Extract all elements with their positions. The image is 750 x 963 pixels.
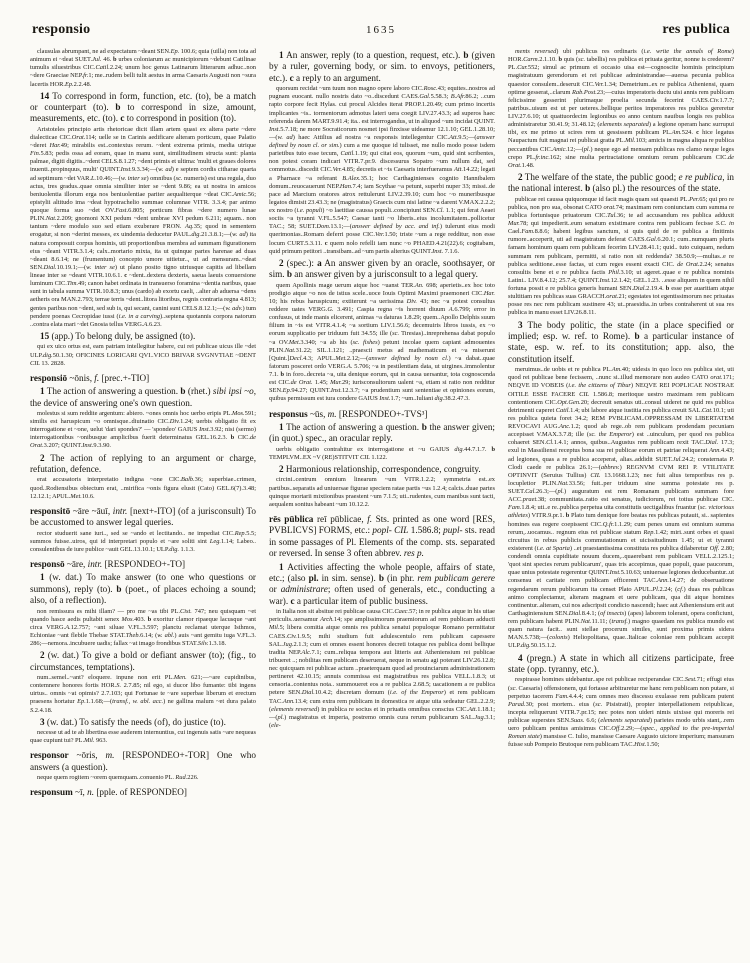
citation-block: erat accusatoris interpretatio indigna ~one CIC.Balb.36; superbiae..crimen, quod..Rodiensibus obiectum erat, ..mirifica ~onis figura elusit (Cato) GEL.6(7).3.48; 12.12.1; APUL.Met.10.6. (30, 476, 256, 500)
citation-block: necesse ut ad te ab libertina esse auderem internuntius, cui ingenuis satis ~are nequeas quae cupiunt tui? PL.Mil. 963. (30, 729, 256, 745)
sense-definition: 3 The body politic, the state (in a place specified or implied; esp. w. ref. to Rome). b a particular instance of state, esp. w. ref. to its constitution; app. also, the constitution itself. (508, 319, 734, 364)
sense-definition: 3 (w. dat.) To satisfy the needs (of), do justice (to). (40, 716, 226, 727)
sense-definition: 1 The action of answering a question. b (rhet.) sibi ipsi ~o, the device of answering one's own question. (30, 386, 256, 408)
sense-definition: 2 (w. dat.) To give a bold or defiant answer (to); (fig., to circumstances, temptations). (30, 650, 256, 672)
sense-definition: 2 The action of replying to an argument or charge, refutation, defence. (30, 452, 256, 474)
citation-block: molestus si sum reddite argentum: abiero. ~ones omnis hoc uerbo eripis PL.Mos.591; similis est haruspicum ~o omnisque..diuinatio CIC.Div.1.24; uerbis obligatio fit ex interrogatione et ~one, uelut 'dari spondes?' — 'spondeo' GAIUS Inst.3.92; nisi (sermo) interrogationibus ~onibusque amplicibus fuerit determinatus GEL.16.2.3. b CIC.de Orat.3.207; QUINT.Inst.9.3.90. (30, 409, 256, 450)
citation-block: uerbis obligatio contrahitur ex interrogatione et ~u GAIUS dig.44.7.1.7. b TEMPLVM..EX ~V (RE)STITVIT CIL 1.122. (269, 445, 495, 461)
sense-definition: 4 (pregn.) A state in which all citizens participate, free state (opp. tyranny, etc.). (508, 652, 734, 674)
headword-entry: responsus ~ūs, m. [RESPONDEO+-TVS³] (269, 408, 428, 419)
text-columns (30, 48, 734, 950)
citation-block: circini..centrum omnium linearum ~um VITR.1.2.2; symmetria est..ex partibus..separatis ad uniuersae figurae speciem ratae partis ~us 1.2.4; calcis..duae partes quinque mortarii mixtionibus praestent ~um 7.1.5; uti..rudentes, cum manibus sunt tacti, aequalem sonitus habeant ~um 10.12.2. (269, 476, 495, 508)
sense-definition: 15 (app.) To belong duly, be assigned (to). (40, 330, 196, 341)
headword-entry: rēs pūblica reī pūblicae, f. Sts. printed as one word [RES, PVBLICVS] FORMS, etc.: popl- CIL 1.586.8; pupl- sts. read in some passages of Pl. Elements of the comp. sts. separated or reversed. In sense 3 often abbrev. res p. (269, 513, 495, 559)
column-1 (30, 48, 256, 950)
citation-block: quorsum recidat ~um tuum non magno opere laboro CIC.Rosc.43; equites..nostros ad pugnam euocant. nullo nostris dato ~o..discedunt CAES.Gal.5.58.3; B.Afr.86.2; ..cum rapto corpore fecit Hylas. cui procul Alcides iterat PROP.1.20.49; cum primo incertis implicantes ~is.. tormentorum admotus lateri uera coegit LIV.27.43.3; ad superos haec referenda darem MART.9.91.4; ita.. est interrogandus, ut in aliquod ~um incidat QUINT. Inst.5.7.18; ne more Socraticorum nosmet ipsi finxisse uideamur 12.1.10; GEL.1.28.10;—(w. ad) haec Attilius ad nostra ~a responsis intellegentur CIC.Att.9.5;—(answer defined by noun cl. or sim.) cum a me quoque id tulisset, me nullo modo posse isdem parietibus tuto esse tecum, Catil.1.19; qui citat eos, quorum ~um, quid sint scribentes, non potest coram indicari VITR.7.pr.9. discessurus Sopatro ~um nullum dat, sed commotus..discedit CIC.Ver.4.85; decretis et ~is Caesaris interfueramus Att.14.22; legati a Pharnace ~a referant B.Alex.35.1; hoc Carthaginienses cognito Hannibalem domum..reuocauerunt NEP.Han.7.4; iam Scythae ~a petunt, superbi nuper 33; missi..de pace ad Marcium oratores atrox rettulerunt LIV.2.39.10; cum hoc ~o muneribusque legatos dimisit 23.43.3; ne (magistratus) Graecis cum nisi latine ~a darent V.MAX.2.2.2; ex nostro (i.e. populi) ~o laetitiae caussa populi..concipiunt SEN.Cl. 1.1; qui ferat Aeaei sociis ~a tyranni V.FL.5.547; Caesar tanti ~o liberis..eius incolumitatem..pollicetur TAC.; 58; SUET.Dom.13.1;—(answer defined by acc. and inf.) tulerunt eius modi querimonias..Romam deferri posse CIC.Ver.1.50; triste ~um a rege redditur, non esse locum CURT.5.3.11. c quem nolo refelli iam nunc ~o PHAED.4.21(22).6; cogitabam, quid primum petitori ..transibam..ad ~um partis alterius QUINT.Inst. 7.1.6. (269, 85, 495, 255)
running-header (32, 22, 730, 38)
headword-entry: responsiō ~ōnis, f. [prec.+-TIO] (30, 372, 150, 383)
sense-definition: 1 An answer, reply (to a question, request, etc.). b (given by a ruler, governing body, or sim. to envoys, petitioners, etc.). c a reply to an argument. (269, 50, 495, 83)
citation-block: neque quem rogitem ~orem quemquam..conuenio PL. Rud.226. (37, 774, 199, 782)
sense-definition: 1 (w. dat.) To make answer (to one who questions or summons), reply (to). b (poet., of places echoing a sound; also, of a reflection). (30, 572, 256, 606)
sense-definition: 1 The action of answering a question. b the answer given; (in quot.) spec., an oracular reply. (269, 421, 495, 444)
column-3 (508, 48, 734, 950)
column-2 (269, 48, 495, 950)
citation-block: qui ex uico ortus est, eam patriam intellegitur habere, cui rei publicae uicus ille ~det ULP.dig.50.1.30; OFICINES LORICARI QVI..VICO BRIVAR SVGNVTIAE ~DENT CIL 13. 2828. (30, 343, 256, 367)
citation-block: rector studuerit sane iuri.., sed se ~ando et lectitando.. ne impediat CIC.Rep.5.5; summos fuisse..uiros, qui id interpretari populo et ~are soliti sint Leg.1.14; Labeo.. consulentibus de iure publice ~auit GEL.13.10.1; ULP.dig. 1.1.3. (30, 529, 256, 553)
citation-block: meruimus..de uobis et re publica PL.Am.40; uidesis in quo loco res publica siet, uti quod rei publicae bene fecissem, ..nunc si..illud memorare non audeo CATO orat.171; NEQVE ID VOBEIS (i.e. the citizens of Tibur) NEQVE REI POPLICAE NOSTRAE OITILE ESSE FACERE CIL 1.586.8; meritoque uestro maximam rem publicam contentionem CIC.Opt.Gen.20; decreuit senatus uti..consul uideret ne quid res publica detrimenti caperet Catil.1.4; ubi labore atque iustitia res publica creuit SAL.Cat.10.1; uti res publica quieta foret 34.2; REM PVBLICAM..OPPRESSAM IN LIBERTATEM REVOCAVI AUG.Anc.1.2; quod ab rege..ob rem publicam prodendam pecuniam accepisset V.MAX.3.7.8; ille (sc. the Emperor) est ..uinculum, per quod res publica cohaeret SEN.Cl.1.4.1; annos, quibus..Augustus rem publicam rexit TAC.Dial. 17.3; exul in Massiliensi receptus bona sua rei publicae eorum et patriae reliquerat Ann.4.43; ad legiones, quas a re publica acceperat, alias..addidit SUET.Jul.24.2; consternata P. Clodi caede re publica 26.1;—(abbrev.) REGNVM CVM REI P. VTILITATE OPTINVIT (Seruius Tullius) CIL 13.1668.1.23; nec fuit alius temporibus res p. locupletior PLIN.Nat.33.56; fuit..per triduum sine summa potestate res p. SUET.Cal.26.3;—(pl.) auguratum est rem Romanam publicam summam fore ACC.praet.38; communitata..ratio est senatus, iudiciorum, rei totius publicae CIC. Fam.1.8.4; uti..e re..publica perpetua uita constitutis uectigalibus fruantur (sc. victorious athletes) VITR.9.pr.1. b Plato tum denique fore beatas res publicas putauit, si.. sapientes homines eas regere coepissent CIC.Q.fr.1.1.29; cum penes unum est omnium summa rerum,..uocamus.. regnum eius rei publicae statum Rep.1.42; miri..sunt orbes et quasi circuitus in rebus publicis commutationum et uicissitudinum 1.45; ut et tyranni existerent (i.e. at Sparta) ..et praestantissima constituta res publica dilaberetur Off. 2.80; condendi omnia cupiditate nouum ducem,..quaerebant rem publicam VELL.2.125.1; 'quot sint species rerum publicarum', quas tris accepimus, quae populi, quae paucorum, quae unius potestate regerentur QUINT.Inst.5.10.63; uniuersae legiones deducebantur..ut consensu et caritate rem publicam efficerent TAC.Ann.14.27; de obseruatione regendarum rerum publicarum ita censet Plato APUL.Pl.2.24; (cf.) duas res publicas animo complectamur, alteram magnam et uere publicam, qua dii atque homines continentur..alteram, cui nos adscripsit condicio nascendi; haec aut Atheniensium erit aut Carthaginiensium SEN.Dial.8.4.1; (of insects) (apes) laborem tolerant, opera conficiunt, rem publicam habent PLIN.Nat.11.11; (transf.) magno quaedam res publica mundo est quam natura facit.. sunt stellae procerum similes, sunt proxima primis sidera MAN.5.738;—(colonis) Heliopolitana, quae..Italicae coloniae rem publicam accepit ULP.dig.50.15.1.2. (508, 366, 734, 650)
citation-block: ments reversed) ubi publicus res ordinaris (i.e. write the annals of Rome) HOR.Carm.2.1.10. b quis (sc. tabellis) res publica et priuata geritur, nonne is crederem? PL.Cur.552; simul ac primum ei occasio uisa est—cognoscite hominis principium magistratuum gerendorum et rei publicae administrandae—auersa pecunia publica quaestor consulem..deseruit CIC.Ver.1.34; Demetrium..ex re publica Atheniensi, quam optime gesserat,..clarum Rab.Post.23;—cuius imperatoris ductu uisi annis rem publicam felicissime gesserint plurimaque proelia secunda fecerint CAES.Civ.1.7.7; patribus..uisum est ut per ueteres..bellique peritos imperatores res publica gereretur LIV.27.6.10; ut quattuordecim legionibus eo anno centum nauibus longis res publica administraretur 30.41.9; 31.48.12; (elements separated) a legione operam hanc surrupui tibi, ex me primo ut scires rem ut gessissem publicam PL.Am.524. c hice legatus Naupactum fuit magnai rei publicai gratia PL.Mil.103; amicis in magna aliqua re publica peccantibus CIC.Amic.12;—(pl.) neque ego ad mensam publicas res clamo neque leges crepo PL.fr.inc.162; sine multa pertractatione omnium rerum publicarum CIC.de Orat.1.48. (508, 48, 734, 169)
sense-definition: 2 The welfare of the state, the public good; e re publica, in the national interest. b (also pl.) the resources of the state. (508, 171, 734, 194)
citation-block: publicae rei caussa quiquomque id facit magis quam sui quaesti PL.Per.65; qui pro re publica, non pro sua, obsonat CATO orat.74; maximam rem coniunctam cum summa re publica fortunisque priuatorum CIC.Tul.36; te ad accusandum res publica adduxit Mur.78; qui impedierit..eum senatum existimare contra rem publicam fecisse S.C. in Cael.Fam.8.8.6; habent legibus sanctum, si quis quid de re publica a finitimis rumore..acceperit, uti ad magistratum deferat CAES.Gal.6.20.1; cum..numquam pluris famam hominum quam rem publicam fecerim LIV.28.41.1; quid.. tuto cuiquam, nedum summam rem publicam, permitti, si ratio non sit reddenda? 38.50.9;—multas..e re publica seditione..esse factas, ut cum reges essent exacti CIC. de Orat.2.24; senatus consultis bene et e re publica factis Phil.3.10; ut ageret..quae e re publica nominis Latini.. LIV.8.4.12; 25.7.4; QUINT.Inst.12.1.42; GEL.1.23. ..esse aliquem in quem nihil fortuna possit e re publica generis humani SEN.Dial.2.19.4. b esse per auaritiam atque stultitiam res publicas suas GRACCH.orat.21; egestates tot egentissimorum nec priuatas posse res nec rem publicam sustinere 43; ut..praesidia..in urbes contraherent ut sua res publica in manu esset LIV.26.8.11. (508, 195, 734, 317)
citation-block: respirasse homines uidebantur..spe rei publicae reciperandae CIC.Sest.71; effugi eius (sc. Caesaris) offensionem, qui fortasse arbitraretur me hanc rem publicam non putare, si perpetuo tacerem Fam.4.4.4; cum omnes meo discessu exulasse rem publicam putent Parad.30; post mortem.. eius (sc. Pisistrati), propter interpellationem reipublicae, incepta reliquerunt VITR.7.pr.15; nec potes non uideri nimis uixisse qui moreris rei publicae superstes SEN.Suas. 6.6; (elements separated) parietes modo urbis stant,..rem uero publicam penitus amisimus CIC.Off.2.29;—(spec., applied to the pre-imperial Roman state) mansisse C. Iulio, mansisse Caesare Augusto uictore imperium; mansuram fuisse sub Pompeio Brutoque rem publicam TAC.Hist.1.50; (508, 676, 734, 749)
headword-entry: responsō ~āre, intr. [RESPONDEO+-TO] (30, 558, 186, 569)
sense-definition: 2 Harmonious relationship, correspondence, congruity. (279, 464, 481, 474)
citation-block: num..semel..~ant? eloquere. inpune non erit PL.Men. 621;—~are cupidinibus, contemnere honores fortis HOR.S. 2.7.85; nil ego, si ducor libo fumante: tibi ingens uirtus.. omnis ~at opimis? 2.7.103; qui Fortunae te ~are superbae liberum et erectum praesens hortatur Ep.1.1.68;—(transf., w. abl. acc.) ne gallina malum ~et dura palato S.2.4.18. (30, 674, 256, 714)
citation-block: quem Apollinis mage uerum atque hoc ~uanst TER.An. 698; aperietis..ex hoc toto prodigio atque ~o nos de istius scele..uoce Iouis Optimi Maximi praemoneri CIC.Har. 10; his rebus haruspicum; extiterunt ~a uerissima Div. 43; nec ~a potest consultus reddere uates VERG.G. 3.491; Caspia regna ~is horrent diuum A.6.799; error in confusus, ut inde manis elicerent, animas ~a daturas 1.8.29; quem..Apollo Delphis suum filium in ~is est VITR.4.1.4; ~a sortium LIV.1.56.6; decemuiris libros iussis, ex ~o eorum supplicatio per triduum fuit 34.55; ille (sc. Tiresias)..inreprehensa dabat populo ~a OV.Met.3.340; ~a ab his (sc. fishes) petunt incolae quem capiant admouentes PLIN.Nat.31.22; SIL.1.121; ..praescii metus ad mathematicum et ~a miserunt [Quint.]Decl.4.3; APUL.Met.2.12;—(answer defined by noun cl.) ~a dabat..quae fatorum posceret ordo VERG.A. 5.706; ~a in pestilentiam data, ut uirgines..immolentur 7.1. b in foro..decreta ~a, uita denique eorum, qui in causa uersantur, tota cognoscenda est CIC.de Orat. 1.45; Mur.29; iurisconsultorum ualent ~a, etiam si ratio non redditur SEN.Ep.94.27; QUINT.Inst.12.3.7; ~a prudentium sunt sententiae et opiniones eorum, quibus permissum est iura condere GAIUS Inst.1.7; ~um..Iuliani dig.38.2.47.3. (269, 281, 495, 403)
citation-block: non remissura es mihi illam? — pro me ~as tibi PL.Cist. 747; neu quisquam ~et quando hasce aedis pultabit senex Mos.403. b exoritur clamor ripaeque lacusque ~ant circa VERG.A.12.757; ~ant siluae V.FL.3.597; planctu reclamat uterque Isthmos, Echioniae ~ant flebile Thebae STAT.Theb.6.14; (w. abl.) auis ~ant gemitu iuga V.FL.3. 286;—nemora..incubuere uadis; fallax ~at imago frondibus STAT.Silv.1.3.18. (30, 607, 256, 648)
citation-block: Aristoteles principio artis rhetoricae dicit illam artem quasi ex altera parte ~dere dialecticae CIC.Orat.114; uelle se in Carinis aedificare alteram porticum, quae Palatio ~deret Har.49; mirabilis est..contextus rerum. ~dent extrema primis, media utrique Fin.5.83; pedis ossa ad eoram, quae in manu sunt, similitudinem structa sunt: planta palmae, digiti digitis..~dent CELS.8.1.27; ~dent primis et ultima: 'multi et graues dolores inuenti..propinquus, multi' QUINT.Inst.9.3.34;—(w. ad) e septem cordis citharae quarta ad septimum ~det VAR.L.10.46;—(w. inter se) omnibus (sc. numeris) est una regula, duo actus, tres gradus..quae omnia similiter inter se ~dent 9.86; ea ut nostra in amicos beniuolentia illorum erga nos beniuolentiae pariter aequaliterque ~deat CIC.Amic.56; epistylii altitudo ima ~deat hypotrachelio summae columnae VITR. 3.3.4; par animo quoque forma suo ~det OV.Fast.6.805; porticum fibras ~dere numero lunae PLIN.Nat.2.209; gnomoni XXI pedum ~dent umbrae XVI pedum 6.211; aquam.. non tantum ~dere modulo suo sed etiam exuberare FRON. Aq.35; quod in sementem erogatur, si non ~derint messes, ex uindemia deducetur PAUL.dig.21.3.8.1;—(w. ad) ita natura composuit corpus hominis, uti proportionibus membra ad summam figurationem eius ~deant VITR.3.1.4; calx..mortario mixta, ita ut quinque partes harenae ad duas ~deant 8.6.14; ne (frumentum) concepto umore uitietur.., ut ad mensuram..~deat SEN.Dial.10.19.1;—(w. inter se) ut plano posito tigno utriusque capitis ad libellam lineae inter se ~deant VITR.10.6.1. c ~dent..dextera dexteris, saeua laeuis conuersione luminum CIC.Tim.49; canon habet ordinata in transuerso foramina ~dentia naribus, quae sunt in tabula summa VITR.10.8.3; unus (cardo) ab exortu caeli, ..alter ab aduersa ~dens aetheris ora MAN.2.793; terrae terris ~dent..litora litoribus, regnis contraria regna 4.813; gentes paribus non ~dent, sed sub is, qui secant, canini sunt CELS.8.12.1;—(w. adv.) tum pendere poenas Cecropidae iussi (i.e. in a carving)..septena quotannis corpora natorum ..contra elata mari ~det Gnosia tellus VERG.A.6.23. (30, 125, 256, 328)
citation-block: clausulas abrumpant, ne ad expectatum ~deant SEN.Ep. 100.6; quia (uilla) non tota ad animum ei ~deat SUET.Jul. 46. b urbes coloniarum ac municipiorum ~debunt Catilinae tumulis siluestribus CIC.Catil.2.24; unum hoc genus Latinarum litterarum adhuc..non ~dere Graeciae NEP.fr.1; me..rudem belli tulit aestus in arma Caesaris Augusti non ~sura lacertis HOR.Ep.2.2.48. (30, 48, 256, 88)
page-number: 1635 (366, 24, 396, 36)
headword-entry: responsitō ~āre ~āuī, intr. [next+-ITO] (of a jurisconsult) To be accustomed to answer legal queries. (30, 505, 256, 528)
headword-entry: responsor ~ōris, m. [RESPONDEO+-TOR] One who answers (a question). (30, 750, 256, 772)
headword-entry: responsum ~ī, n. [pple. of RESPONDEO] (30, 787, 187, 798)
guide-word-left: responsio (32, 22, 91, 37)
citation-block: in Italia non sit absitue rei publicae causa CIC.Caec.57; in re publica atque in his uitae periculis..uersamur Arch.14; spe amplissimorum praemiorum ad rem publicam adducti Mil.5; libera comitia atque omnis res publica senatui populoque Romano permittatur CAES.Civ.1.9.5; mihi studium fuit adulescentulo rem publicam capessere SAL.Jug.2.1.3; cum ei omnes essent honores decreti totaque res publica domi bellique tradita NEP.Alc.7.1; cum..reliqua tempora aut litteris aut Atheniensium rei publicae tribueret ..; nobilitas rem publicam deseruerat, neque in senatu agi poterant LIV.26.12.8; nec quicquam rei publicae actum ..praeterquam quod ad prouinciarum administrationem pertineret 42.10.15; annuis commissa est magistratibus res publica VELL.1.8.3; ut censoria..contentus nota.. summoueret eos a re publica 2.68.5; uacationem a re publica petere SEN.Dial.10.4.2; discretam domum (i.e. of the Emperor) et rem publicam TAC.Ann.13.4; cum extra rem publicam in domestica re atque uita sedeatur GEL.2.2.9; (elements reversed) in publica re socius et in priuatis omnibus conscius CIC.Att.1.18.1;—(pl.) magistratus et imperia, postremo omnis cura rerum publicarum SAL.Jug.3.1; (ele- (269, 608, 495, 729)
sense-definition: 2 (spec.): a An answer given by an oracle, soothsayer, or sim. b an answer given by a jurisconsult to a legal query. (269, 257, 495, 280)
sense-definition: 14 To correspond in form, function, etc. (to), be a match or counterpart (to). b to correspond in size, amount, measurements, etc. (to). c to correspond in position (to). (30, 90, 256, 124)
sense-definition: 1 Activities affecting the whole people, affairs of state, etc.; (also pl. in sim. sense). b (in phr. rem publicam gerere or administrare; often used of generals, etc., conducting a war). c a particular item of public business. (269, 561, 495, 606)
guide-word-right: res publica (662, 22, 731, 37)
